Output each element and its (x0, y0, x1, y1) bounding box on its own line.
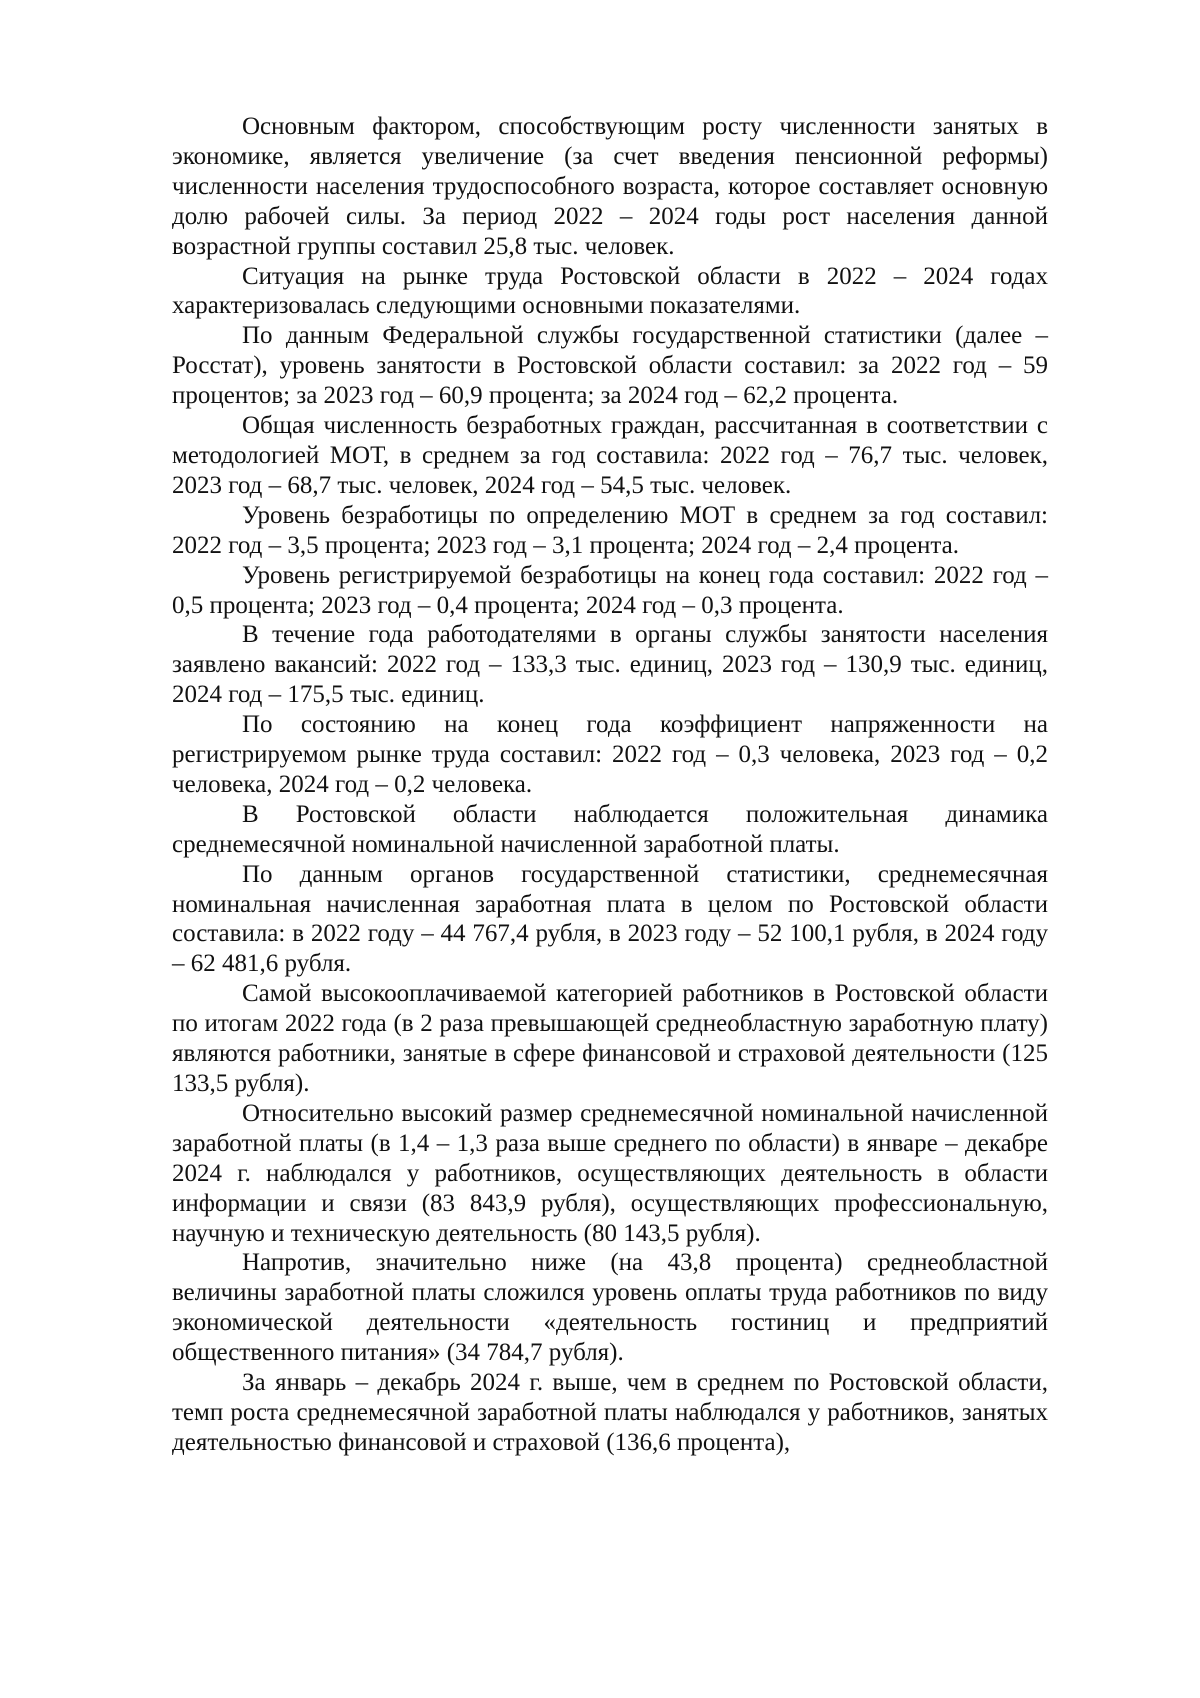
paragraph-unemployed-count: Общая численность безработных граждан, рассчитанная в соответствии с методологией МОТ, в среднем за год составила: 2022 год – 76,7 тыс. человек, 2023 год – 68,7 тыс. человек, 2024 год – 54,5 тыс. человек. (172, 412, 1048, 499)
paragraph-unemployment-rate: Уровень безработицы по определению МОТ в среднем за год составил: 2022 год – 3,5 процента; 2023 год – 3,1 процента; 2024 год – 2,4 процента. (172, 501, 1048, 559)
paragraph-highest-paid-category: Самой высокооплачиваемой категорией работников в Ростовской области по итогам 2022 года (в 2 раза превышающей среднеобластную заработную плату) являются работники, занятые в сфере финансовой и страховой деятельности (125 133,5 рубля). (172, 980, 1048, 1097)
paragraph-registered-unemployment: Уровень регистрируемой безработицы на конец года составил: 2022 год – 0,5 процента; 2023 год – 0,4 процента; 2024 год – 0,3 процента. (172, 561, 1048, 619)
paragraph-wage-dynamics: В Ростовской области наблюдается положительная динамика среднемесячной номинальной начисленной заработной платы. (172, 800, 1048, 858)
paragraph-low-wage-sector: Напротив, значительно ниже (на 43,8 процента) среднеобластной величины заработной платы сложился уровень оплаты труда работников по виду экономической деятельности «деятельность гостиниц и предприятий общественного питания» (34 784,7 рубля). (172, 1249, 1048, 1367)
paragraph-employment-level: По данным Федеральной службы государственной статистики (далее – Росстат), уровень занятости в Ростовской области составил: за 2022 год – 59 процентов; за 2023 год – 60,9 процента; за 2024 год – 62,2 процента. (172, 322, 1048, 410)
paragraph-high-wage-sectors: Относительно высокий размер среднемесячной номинальной начисленной заработной платы (в 1,4 – 1,3 раза выше среднего по области) в январе – декабре 2024 г. наблюдался у работников, осуществляющих деятельность в области информации и связи (83 843,9 рубля), осуществляющих профессиональную, научную и техническую деятельность (80 143,5 рубля). (172, 1099, 1048, 1247)
document-page (172, 112, 1048, 1458)
paragraph-employment-factor: Основным фактором, способствующим росту численности занятых в экономике, является увеличение (за счет введения пенсионной реформы) численности населения трудоспособного возраста, которое составляет основную долю рабочей силы. За период 2022 – 2024 годы рост населения данной возрастной группы составил 25,8 тыс. человек. (172, 113, 1048, 260)
paragraph-labor-market-intro: Ситуация на рынке труда Ростовской области в 2022 – 2024 годах характеризовалась следующими основными показателями. (172, 262, 1048, 320)
paragraph-average-wage: По данным органов государственной статистики, среднемесячная номинальная начисленная заработная плата в целом по Ростовской области составила: в 2022 году – 44 767,4 рубля, в 2023 году – 52 100,1 рубля, в 2024 году – 62 481,6 рубля. (172, 860, 1048, 978)
paragraph-wage-growth: За январь – декабрь 2024 г. выше, чем в среднем по Ростовской области, темп роста среднемесячной заработной платы наблюдался у работников, занятых деятельностью финансовой и страховой (136,6 процента), (172, 1369, 1048, 1456)
paragraph-tension-coefficient: По состоянию на конец года коэффициент напряженности на регистрируемом рынке труда составил: 2022 год – 0,3 человека, 2023 год – 0,2 человека, 2024 год – 0,2 человека. (172, 711, 1048, 798)
paragraph-vacancies: В течение года работодателями в органы службы занятости населения заявлено вакансий: 2022 год – 133,3 тыс. единиц, 2023 год – 130,9 тыс. единиц, 2024 год – 175,5 тыс. единиц. (172, 621, 1048, 709)
